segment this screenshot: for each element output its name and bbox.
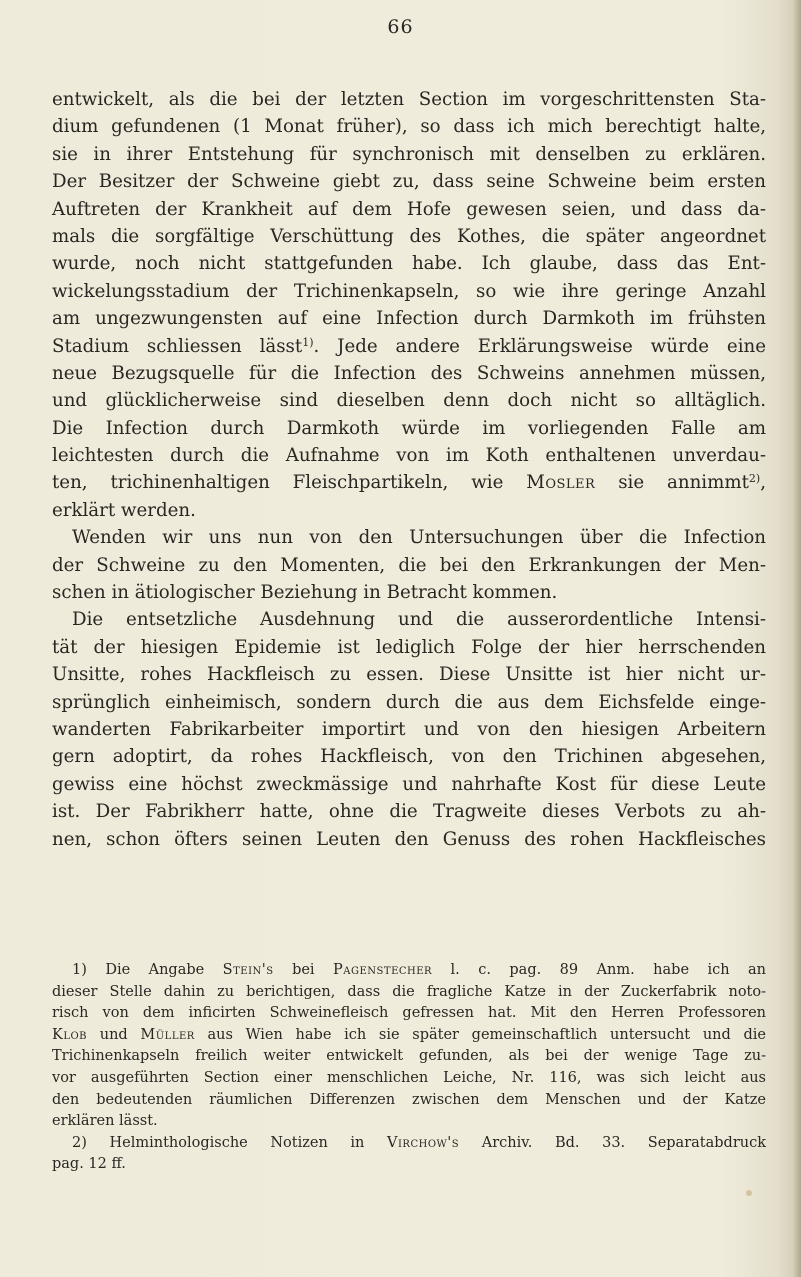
footnote-line xyxy=(52,960,766,982)
footnote-ref: 2) xyxy=(748,472,761,486)
footnote-line: pag. 12 ff. xyxy=(52,1156,126,1173)
text-line: wickelungsstadium der Trichinenkapseln, so wie ihre geringe Anzahl xyxy=(52,280,766,302)
text-line: leichtesten durch die Aufnahme von im Koth enthaltenen unverdau- xyxy=(52,445,766,467)
text-line: und glücklicherweise sind dieselben denn doch nicht so alltäglich. xyxy=(52,390,766,412)
text-line xyxy=(52,333,766,360)
author-name: Virchow's xyxy=(387,1134,460,1151)
text-line: Wenden wir uns nun von den Untersuchungen über die Infection xyxy=(72,527,766,549)
author-name: Müller xyxy=(140,1026,195,1043)
text-line: tät der hiesigen Epidemie ist lediglich Folge der hier herrschenden xyxy=(52,636,766,658)
main-text xyxy=(52,86,766,853)
footnote-line: risch von dem inficirten Schweinefleisch gefressen hat. Mit den Herren Professoren xyxy=(52,1005,766,1022)
footnotes xyxy=(52,960,766,1176)
text-line: Auftreten der Krankheit auf dem Hofe gewesen seien, und dass da- xyxy=(52,198,766,220)
text-line: nen, schon öfters seinen Leuten den Genuss des rohen Hackfleisches xyxy=(52,828,766,850)
text-line: der Schweine zu den Momenten, die bei den Erkrankungen der Men- xyxy=(52,554,766,576)
text-run: l. c. pag. 89 Anm. habe ich an xyxy=(432,962,767,978)
text-line: gern adoptirt, da rohes Hackfleisch, von den Trichinen abgesehen, xyxy=(52,746,766,768)
text-line: gewiss eine höchst zweckmässige und nahrhafte Kost für diese Leute xyxy=(52,773,766,795)
text-line: dium gefundenen (1 Monat früher), so dass ich mich berechtigt halte, xyxy=(52,116,766,138)
text-line: am ungezwungensten auf eine Infection durch Darmkoth im frühsten xyxy=(52,308,766,330)
text-line xyxy=(52,469,766,496)
text-line: neue Bezugsquelle für die Infection des Schweins annehmen müssen, xyxy=(52,362,766,384)
author-name: Pagenstecher xyxy=(333,962,433,978)
text-run: und xyxy=(87,1026,141,1043)
text-run: Stadium schliessen lässt xyxy=(52,335,303,357)
footnote-line: erklären lässt. xyxy=(52,1113,158,1130)
author-name: Klob xyxy=(52,1026,88,1043)
text-line: Die entsetzliche Ausdehnung und die ausserordentliche Intensi- xyxy=(72,609,766,631)
text-line: sprünglich einheimisch, sondern durch die aus dem Eichsfelde einge- xyxy=(52,691,766,713)
text-line: ist. Der Fabrikherr hatte, ohne die Tragweite dieses Verbots zu ah- xyxy=(52,801,766,823)
text-run: sie annimmt xyxy=(595,472,749,494)
footnote-line xyxy=(52,1025,766,1047)
text-line: erklärt werden. xyxy=(52,499,196,521)
footnote-line: den bedeutenden räumlichen Differenzen zwischen dem Menschen und der Katze xyxy=(52,1091,766,1108)
text-run: , xyxy=(760,472,766,494)
text-run: . Jede andere Erklärungsweise würde eine xyxy=(313,335,766,357)
text-run: bei xyxy=(273,962,334,978)
text-line: schen in ätiologischer Beziehung in Betracht kommen. xyxy=(52,582,558,604)
text-line: wurde, noch nicht stattgefunden habe. Ich glaube, dass das Ent- xyxy=(52,253,766,275)
text-line: entwickelt, als die bei der letzten Section im vorgeschrittensten Sta- xyxy=(52,89,766,110)
page-number: 66 xyxy=(387,16,414,38)
text-line: wanderten Fabrikarbeiter importirt und von den hiesigen Arbeitern xyxy=(52,718,766,740)
text-line: Der Besitzer der Schweine giebt zu, dass seine Schweine beim ersten xyxy=(52,171,766,193)
text-line: mals die sorgfältige Verschüttung des Kothes, die später angeordnet xyxy=(52,225,766,247)
text-run: 2) Helminthologische Notizen in xyxy=(72,1134,387,1151)
footnote-line: Trichinenkapseln freilich weiter entwickelt gefunden, als bei der wenige Tage zu- xyxy=(52,1048,766,1065)
ink-spot xyxy=(746,1190,752,1196)
text-run: ten, trichinenhaltigen Fleischpartikeln, wie xyxy=(52,472,527,494)
footnote-line: dieser Stelle dahin zu berichtigen, dass die fragliche Katze in der Zuckerfabrik noto- xyxy=(52,983,766,1000)
page-edge-shadow xyxy=(793,0,801,1277)
text-run: Archiv. Bd. 33. Separatabdruck xyxy=(459,1134,766,1151)
footnote-line xyxy=(52,1133,766,1155)
text-line: Unsitte, rohes Hackfleisch zu essen. Diese Unsitte ist hier nicht ur- xyxy=(52,664,766,686)
text-run: 1) Die Angabe xyxy=(72,962,223,978)
text-line: Die Infection durch Darmkoth würde im vorliegenden Falle am xyxy=(52,417,766,439)
author-name: Mosler xyxy=(526,472,596,494)
text-line: sie in ihrer Entstehung für synchronisch mit denselben zu erklären. xyxy=(52,143,766,165)
text-run: aus Wien habe ich sie später gemeinschaftlich untersucht und die xyxy=(194,1026,766,1043)
footnote-ref: 1) xyxy=(302,335,314,349)
author-name: Stein's xyxy=(222,962,274,978)
footnote-line: vor ausgeführten Section einer menschlichen Leiche, Nr. 116, was sich leicht aus xyxy=(52,1069,766,1086)
